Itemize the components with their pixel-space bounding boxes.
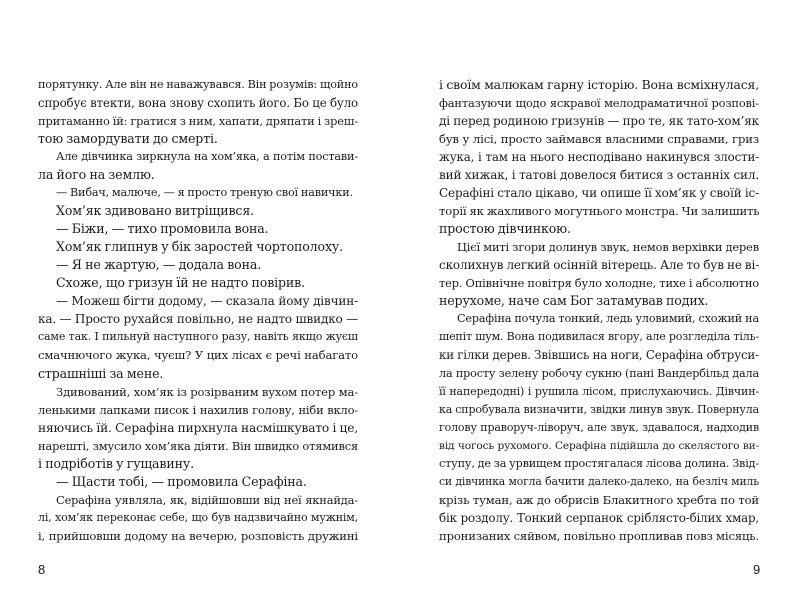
left-page-number: 8 xyxy=(38,562,46,577)
text-line: ла просту зелену робочу сукню (пані Вандербільд дала xyxy=(439,366,759,380)
text-line: і, прийшовши додому на вечерю, розповість дружині xyxy=(38,528,358,543)
text-line: голову праворуч-ліворуч, але звук, здавалося, надходив xyxy=(439,420,759,434)
text-line: ки гілки дерев. Звівшись на ноги, Серафіна обтруси- xyxy=(439,348,759,363)
text-line: шепіт шум. Вона подивилася вгору, але розгледіла тіль- xyxy=(439,330,759,344)
text-line: її напередодні) і рушила лісом, прислухаючись. Дівчин- xyxy=(439,384,759,398)
right-page-text xyxy=(439,76,759,545)
text-line: жука, і там на нього несподівано накинувся злости- xyxy=(439,150,759,165)
text-line: смачнючого жука, чуєш? У цих лісах є речі набагато xyxy=(38,348,358,363)
text-line: Схоже, що гризун їй не надто повірив. xyxy=(56,275,305,291)
text-line: порятунку. Але він не наважувався. Він розумів: щойно xyxy=(38,78,358,91)
text-line: від чогось рухомого. Серафіна підійшла до скелястого ви- xyxy=(439,439,759,452)
text-line: Серафіна почула тонкий, ледь уловимий, схожий на xyxy=(457,312,759,326)
text-line: няючись їй. Серафіна пирхнула насмішкувато і це, xyxy=(38,420,358,435)
text-line: сколихнув легкий осінній вітерець. Але то був не ві- xyxy=(439,258,760,273)
text-line: Серафіні стало цікаво, чи опише її хом’як у своїй іс- xyxy=(439,186,759,201)
text-line: вий хижак, і татові довелося битися з останніх сил. xyxy=(439,168,759,183)
text-line: ка спробувала визначити, звідки линув звук. Повернула xyxy=(439,402,759,416)
text-line: Здивований, хом’як із розірваним вухом потер ма- xyxy=(56,384,358,399)
text-line: і своїм малюкам гарну історію. Вона всміхнулася, xyxy=(439,77,759,92)
text-line: пронизаних сяйвом, повільно пропливав повз місяць. xyxy=(439,528,759,543)
text-line: спробує втекти, вона знову схопить його. Бо це було xyxy=(38,96,358,111)
text-line: Хом’як здивовано витріщився. xyxy=(56,203,254,219)
text-line: саме так. І пильнуй наступного разу, навіть якщо жуєш xyxy=(38,330,358,344)
text-line: крізь туман, аж до обрисів Блакитного хребта по той xyxy=(439,492,759,507)
text-line: Але дівчинка зиркнула на хом’яка, а потім постави- xyxy=(56,150,358,164)
text-line: і подріботів у гущавину. xyxy=(38,455,194,471)
text-line: си дівчинка могла бачити далеко-далеко, на безліч миль xyxy=(439,474,759,488)
text-line: фантазуючи щодо яскравої мелодраматичної розпові- xyxy=(439,96,759,111)
text-line: притаманно їй: гратися з ним, хапати, дряпати і зреш- xyxy=(38,114,358,129)
text-line: тер. Опівнічне повітря було холодне, тихе і абсолютно xyxy=(439,276,759,291)
text-line: Хом’як глипнув у бік заростей чортополоху. xyxy=(56,239,344,255)
text-line: ступу, де за урвищем простягалася лісова долина. Звід- xyxy=(439,456,759,470)
text-line: простою дівчинкою. xyxy=(439,221,571,237)
text-line: ді перед родиною гризунів — про те, як тато-хом’як xyxy=(439,114,759,129)
text-line: був у лісі, просто займався власними справами, гриз xyxy=(439,132,759,147)
text-line: Серафіна уявляла, як, відійшовши від неї якнайда- xyxy=(56,492,358,507)
left-page-text xyxy=(38,76,358,545)
text-line: ла його на землю. xyxy=(38,167,155,183)
text-line: торії як жахливого могутнього монстра. Чи залишить xyxy=(439,204,760,219)
text-line: — Біжи, — тихо промовила вона. xyxy=(56,221,269,237)
right-page-number: 9 xyxy=(753,562,761,577)
text-line: — Можеш бігти додому, — сказала йому дівчин- xyxy=(56,294,358,309)
text-line: страшніші за мене. xyxy=(38,365,164,381)
text-line: ка. — Просто рухайся повільно, не надто швидко — xyxy=(38,312,358,327)
text-line: бік роздолу. Тонкий серпанок сріблясто-білих хмар, xyxy=(439,510,759,525)
text-line: нерухоме, наче сам Бог затамував подих. xyxy=(439,293,709,309)
text-line: нарешті, змусило хом’яка діяти. Він швидко отямився xyxy=(38,438,358,453)
text-line: — Я не жартую, — додала вона. xyxy=(56,257,262,273)
text-line: — Вибач, малюче, — я просто треную свої навички. xyxy=(56,186,353,200)
text-line: тою замордувати до смерті. xyxy=(38,131,218,147)
text-line: — Щасти тобі, — промовила Серафіна. xyxy=(56,473,307,489)
text-line: лі, хом’як переконає себе, що був надзвичайно мужнім, xyxy=(38,510,358,524)
text-line: ленькими лапками писок і нахилив голову, ніби вкло- xyxy=(38,402,358,417)
text-line: Цієї миті згори долинув звук, немов верхівки дерев xyxy=(457,240,759,255)
